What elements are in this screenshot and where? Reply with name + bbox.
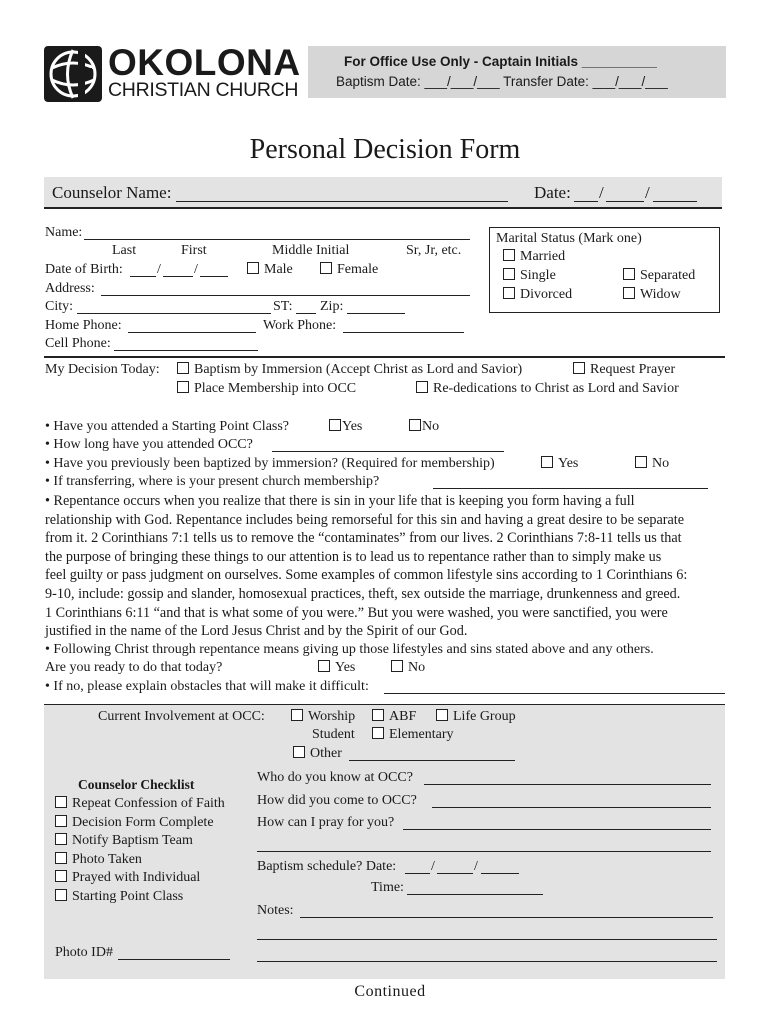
repentance-paragraph [45, 492, 725, 641]
counselor-bar [44, 177, 722, 209]
following-christ-text: • Following Christ through repentance means giving up those lifestyles and sins stated above and any others. [45, 642, 654, 657]
question-starting-point: • Have you attended a Starting Point Class? [45, 419, 290, 434]
church-logo [44, 46, 102, 107]
prayer-label: Request Prayer [590, 362, 676, 377]
zip-label: Zip: [320, 299, 344, 314]
checklist-item[interactable] [55, 815, 214, 831]
female-label: Female [337, 262, 379, 277]
schedule-sep: / [474, 859, 478, 874]
schedule-day[interactable] [437, 861, 473, 874]
name-label: Name: [45, 225, 83, 240]
decision-label: My Decision Today: [45, 362, 160, 377]
notes-field-2[interactable] [257, 927, 717, 940]
rededication-checkbox[interactable] [416, 381, 428, 393]
address-label: Address: [45, 281, 95, 296]
other-label: Other [310, 746, 342, 761]
checklist-item-label: Decision Form Complete [72, 815, 214, 830]
life-group-option[interactable] [436, 709, 516, 725]
checklist-item[interactable] [55, 889, 183, 905]
who-label: Who do you know at OCC? [257, 770, 413, 785]
name-field[interactable] [84, 227, 470, 240]
pray-field[interactable] [403, 817, 711, 830]
elementary-option[interactable] [372, 727, 454, 743]
work-phone-field[interactable] [343, 320, 464, 333]
notes-field-3[interactable] [257, 949, 717, 962]
rededication-label: Re-dedications to Christ as Lord and Savior [433, 381, 679, 396]
single-label: Single [520, 268, 556, 283]
office-use-title: For Office Use Only - Captain Initials __________ [344, 54, 657, 69]
home-phone-label: Home Phone: [45, 318, 122, 333]
abf-option[interactable] [372, 709, 416, 725]
worship-checkbox[interactable] [291, 709, 303, 721]
checklist-item-label: Repeat Confession of Faith [72, 796, 225, 811]
notes-field[interactable] [300, 905, 713, 918]
dob-label: Date of Birth: [45, 262, 123, 277]
ready-question: Are you ready to do that today? [45, 660, 223, 675]
ready-no[interactable] [391, 660, 425, 676]
zip-field[interactable] [347, 301, 405, 314]
no-label: No [422, 419, 440, 434]
who-field[interactable] [424, 772, 711, 785]
how-label: How did you come to OCC? [257, 793, 417, 808]
male-label: Male [264, 262, 293, 277]
dob-sep: / [194, 262, 198, 277]
baptism-schedule-label: Baptism schedule? Date: [257, 859, 397, 874]
worship-label: Worship [308, 709, 356, 724]
male-option[interactable] [247, 262, 293, 278]
home-phone-field[interactable] [128, 320, 256, 333]
st-label: ST: [273, 299, 293, 314]
membership-label: Place Membership into OCC [194, 381, 357, 396]
notes-label: Notes: [257, 903, 294, 918]
marital-status-box [489, 227, 720, 313]
work-phone-label: Work Phone: [263, 318, 337, 333]
counselor-date-label: Date: [534, 183, 571, 202]
starting-point-no[interactable] [409, 419, 439, 435]
dob-month[interactable] [130, 264, 156, 277]
checklist-checkbox[interactable] [55, 796, 67, 808]
question-transfer: • If transferring, where is your present church membership? [45, 474, 380, 489]
divider [44, 356, 725, 358]
st-field[interactable] [296, 301, 316, 314]
counselor-name-field[interactable] [176, 185, 508, 202]
logo-subtitle: CHRISTIAN CHURCH [108, 79, 299, 101]
repentance-line: 1 Corinthians 6:11 “and that is what some of you were.” But you were washed, you were sanctified, you were [45, 604, 668, 621]
separated-checkbox[interactable] [623, 268, 635, 280]
name-sub-suffix: Sr, Jr, etc. [406, 243, 462, 258]
other-option[interactable] [293, 746, 342, 762]
separated-option[interactable] [623, 268, 695, 284]
continued-label: Continued [354, 983, 426, 1000]
pray-label: How can I pray for you? [257, 815, 395, 830]
date-sep: / [599, 183, 604, 202]
other-checkbox[interactable] [293, 746, 305, 758]
baptized-yes[interactable] [541, 456, 578, 472]
dob-year[interactable] [200, 264, 228, 277]
transfer-field[interactable] [433, 476, 708, 489]
yes-label: Yes [558, 456, 579, 471]
ready-yes-checkbox[interactable] [318, 660, 330, 672]
life-group-label: Life Group [453, 709, 516, 724]
pray-field-2[interactable] [257, 839, 711, 852]
counselor-date-month[interactable] [574, 185, 598, 202]
abf-label: ABF [389, 709, 417, 724]
counselor-date-year[interactable] [653, 185, 697, 202]
globe-cross-icon [44, 46, 102, 102]
city-label: City: [45, 299, 74, 314]
counselor-name-label: Counselor Name: [52, 183, 172, 202]
repentance-line: relationship with God. Repentance includes being remorseful for this sin and having a great desire to be separate [45, 511, 685, 528]
obstacles-field[interactable] [384, 681, 725, 694]
no-label: No [652, 456, 670, 471]
counselor-date-day[interactable] [606, 185, 644, 202]
office-use-box [308, 46, 726, 98]
checklist-item-label: Notify Baptism Team [72, 833, 193, 848]
starting-point-yes[interactable] [329, 419, 362, 435]
schedule-year[interactable] [481, 861, 519, 874]
married-label: Married [520, 249, 566, 264]
divorced-label: Divorced [520, 287, 573, 302]
baptized-no-checkbox[interactable] [635, 456, 647, 468]
office-use-dates: Baptism Date: ___/___/___ Transfer Date: ___/___/___ [336, 74, 668, 89]
time-field[interactable] [407, 882, 543, 895]
baptism-option[interactable] [177, 362, 522, 378]
name-sub-middle: Middle Initial [272, 243, 350, 258]
widow-option[interactable] [623, 287, 681, 303]
rededication-option[interactable] [416, 381, 679, 397]
elementary-label: Elementary [389, 727, 454, 742]
repentance-line: justified in the name of the Lord Jesus Christ and by the Spirit of our God. [45, 623, 468, 640]
checklist-item[interactable] [55, 796, 225, 812]
cell-phone-field[interactable] [114, 338, 258, 351]
photo-id-field[interactable] [118, 947, 230, 960]
divorced-checkbox[interactable] [503, 287, 515, 299]
repentance-line: feel guilty or pass judgment on ourselves. Some examples of common lifestyle sins according to 1 Corinthians 6: [45, 567, 688, 584]
single-checkbox[interactable] [503, 268, 515, 280]
address-field[interactable] [101, 283, 470, 296]
baptized-no[interactable] [635, 456, 669, 472]
schedule-month[interactable] [405, 861, 430, 874]
obstacles-question: • If no, please explain obstacles that will make it difficult: [45, 679, 369, 694]
student-option[interactable] [312, 727, 355, 743]
male-checkbox[interactable] [247, 262, 259, 274]
other-field[interactable] [349, 748, 515, 761]
logo-name: OKOLONA [108, 42, 301, 83]
repentance-line: the purpose of bringing these things to our attention is to lead us to repentance rather than to simply make us [45, 548, 662, 565]
checklist-checkbox[interactable] [55, 833, 67, 845]
checklist-item-label: Starting Point Class [72, 889, 184, 904]
checklist-item[interactable] [55, 870, 200, 886]
life-group-checkbox[interactable] [436, 709, 448, 721]
repentance-line: from it. 2 Corinthians 7:1 tells us to remove the “contaminates” from our lives. 2 Corinthians 7:8-11 tells us that [45, 530, 682, 547]
checklist-title: Counselor Checklist [78, 777, 195, 792]
divorced-option[interactable] [503, 287, 572, 303]
repentance-line: • Repentance occurs when you realize that there is sin in your life that is keeping you form having a full [45, 493, 635, 509]
form-title: Personal Decision Form [249, 134, 521, 165]
abf-checkbox[interactable] [372, 709, 384, 721]
membership-option[interactable] [177, 381, 356, 397]
checklist-checkbox[interactable] [55, 815, 67, 827]
photo-id-label: Photo ID# [55, 945, 113, 960]
female-checkbox[interactable] [320, 262, 332, 274]
student-label: Student [312, 727, 355, 742]
checklist-item[interactable] [55, 833, 193, 849]
widow-checkbox[interactable] [623, 287, 635, 299]
married-option[interactable] [503, 249, 565, 265]
time-label: Time: [371, 880, 404, 895]
baptism-label: Baptism by Immersion (Accept Christ as Lord and Savior) [194, 362, 523, 377]
dob-day[interactable] [163, 264, 193, 277]
checklist-checkbox[interactable] [55, 852, 67, 864]
name-sub-last: Last [112, 243, 137, 258]
question-attendance: • How long have you attended OCC? [45, 437, 253, 452]
worship-option[interactable] [291, 709, 355, 725]
elementary-checkbox[interactable] [372, 727, 384, 739]
checklist-item[interactable] [55, 852, 142, 868]
female-option[interactable] [320, 262, 378, 278]
checklist-item-label: Photo Taken [72, 852, 142, 867]
no-label: No [408, 660, 426, 675]
membership-checkbox[interactable] [177, 381, 189, 393]
married-checkbox[interactable] [503, 249, 515, 261]
baptized-yes-checkbox[interactable] [541, 456, 553, 468]
yes-label: Yes [335, 660, 356, 675]
repentance-line: 9-10, include: gossip and slander, homosexual practices, theft, sex outside the marriage, drunkenness and greed. [45, 585, 681, 602]
question-baptized: • Have you previously been baptized by immersion? (Required for membership) [45, 456, 495, 471]
prayer-checkbox[interactable] [573, 362, 585, 374]
single-option[interactable] [503, 268, 556, 284]
yes-label: Yes [342, 419, 363, 434]
how-field[interactable] [432, 795, 711, 808]
cell-phone-label: Cell Phone: [45, 336, 111, 351]
checklist-checkbox[interactable] [55, 889, 67, 901]
date-sep: / [645, 183, 650, 202]
attendance-field[interactable] [272, 439, 504, 452]
checklist-item-label: Prayed with Individual [72, 870, 201, 885]
checklist-checkbox[interactable] [55, 870, 67, 882]
starting-point-no-checkbox[interactable] [409, 419, 421, 431]
widow-label: Widow [640, 287, 681, 302]
office-panel [44, 704, 725, 979]
prayer-option[interactable] [573, 362, 675, 378]
ready-no-checkbox[interactable] [391, 660, 403, 672]
dob-sep: / [157, 262, 161, 277]
city-field[interactable] [77, 301, 271, 314]
separated-label: Separated [640, 268, 696, 283]
name-sub-first: First [181, 243, 207, 258]
schedule-sep: / [431, 859, 435, 874]
baptism-checkbox[interactable] [177, 362, 189, 374]
ready-yes[interactable] [318, 660, 355, 676]
marital-title: Marital Status (Mark one) [496, 231, 642, 246]
involvement-label: Current Involvement at OCC: [98, 709, 265, 724]
starting-point-yes-checkbox[interactable] [329, 419, 341, 431]
